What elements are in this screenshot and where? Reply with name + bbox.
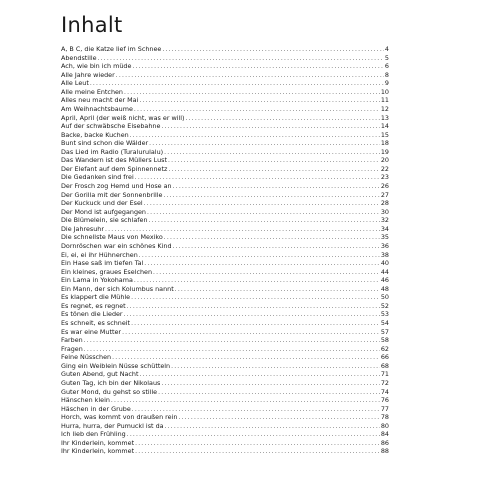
toc-entry-page-number: 54: [380, 319, 389, 327]
toc-entry-title: Alles neu macht der Mai: [61, 96, 139, 105]
toc-entry: [61, 165, 389, 174]
toc-entry-page-number: 5: [384, 53, 389, 62]
toc-entry: [61, 362, 389, 371]
dot-leader: [84, 337, 380, 345]
toc-entry-title: Am Weihnachtsbaume: [61, 104, 133, 113]
toc-entry-page-number: 23: [380, 173, 389, 182]
toc-entry: [61, 191, 389, 200]
toc-entry: [61, 430, 389, 439]
toc-entry-title: Es klappert die Mühle: [61, 293, 131, 302]
dot-leader: [186, 115, 380, 123]
toc-entry-page-number: 12: [380, 104, 389, 113]
toc-entry: [61, 62, 389, 71]
toc-entry-title: Die Gedanken sind frei: [61, 173, 134, 182]
toc-entry-title: Backe, backe Kuchen: [61, 130, 129, 139]
dot-leader: [171, 363, 380, 371]
dot-leader: [132, 63, 384, 71]
toc-entry-page-number: 50: [380, 293, 389, 302]
dot-leader: [134, 277, 380, 285]
toc-entry-page-number: 18: [380, 139, 389, 148]
dot-leader: [135, 174, 380, 182]
toc-entry: [61, 353, 389, 362]
toc-entry-page-number: 4: [384, 45, 389, 53]
toc-entry: [61, 148, 389, 157]
dot-leader: [132, 406, 380, 414]
dot-leader: [168, 166, 380, 174]
dot-leader: [98, 55, 384, 63]
dot-leader: [139, 252, 380, 260]
dot-leader: [165, 423, 380, 431]
dot-leader: [127, 431, 380, 439]
toc-entry: [61, 345, 389, 354]
toc-entry-title: Ihr Kinderlein, kommet: [61, 438, 135, 447]
page-title: Inhalt: [61, 13, 123, 37]
dot-leader: [163, 192, 379, 200]
dot-leader: [135, 448, 380, 456]
toc-entry-title: Hurra, hurra, der Pumuckl ist da: [61, 421, 164, 430]
toc-entry-page-number: 35: [380, 233, 389, 242]
toc-entry: [61, 251, 389, 260]
toc-entry-title: Der Elefant auf dem Spinnennetz: [61, 164, 168, 173]
toc-entry: [61, 447, 389, 456]
toc-entry-title: Die schnellste Maus von Mexiko: [61, 233, 163, 242]
dot-leader: [134, 106, 380, 114]
toc-entry: [61, 225, 389, 234]
dot-leader: [116, 72, 384, 80]
toc-entry-page-number: 76: [380, 396, 389, 405]
dot-leader: [164, 149, 380, 157]
dot-leader: [122, 329, 380, 337]
dot-leader: [178, 414, 379, 422]
dot-leader: [124, 311, 380, 319]
dot-leader: [162, 46, 384, 54]
toc-entry: [61, 105, 389, 114]
toc-entry-page-number: 86: [380, 438, 389, 447]
toc-entry-title: Alle Jahre wieder: [61, 70, 115, 79]
toc-entry-title: Auf der schwäbsche Eisebahne: [61, 122, 161, 131]
toc-entry: [61, 388, 389, 397]
toc-entry-title: Ei, ei, ei ihr Hühnerchen: [61, 250, 138, 259]
toc-entry-page-number: 84: [380, 430, 389, 439]
toc-entry-page-number: 74: [380, 387, 389, 396]
dot-leader: [158, 389, 380, 397]
toc-entry-title: Horch, was kommt von draußen rein: [61, 413, 178, 422]
toc-entry-title: Abendstille: [61, 53, 97, 62]
toc-entry-page-number: 20: [380, 156, 389, 165]
toc-entry: [61, 216, 389, 225]
toc-entry-page-number: 34: [380, 224, 389, 233]
toc-entry-page-number: 78: [380, 413, 389, 422]
toc-entry: [61, 122, 389, 131]
toc-entry-title: Alle meine Entchen: [61, 87, 123, 96]
toc-entry-title: Häschen in der Grube: [61, 404, 131, 413]
toc-entry: [61, 405, 389, 414]
toc-entry: [61, 242, 389, 251]
dot-leader: [139, 371, 379, 379]
toc-entry-page-number: 11: [380, 96, 389, 105]
toc-entry-title: Ein Hase saß im tiefen Tal: [61, 259, 144, 268]
toc-entry-page-number: 88: [380, 447, 389, 456]
toc-entry-page-number: 15: [380, 130, 389, 139]
toc-entry-page-number: 10: [380, 87, 389, 96]
toc-entry-page-number: 44: [380, 267, 389, 276]
toc-entry: [61, 139, 389, 148]
toc-entry-title: Es regnet, es regnet: [61, 301, 126, 310]
dot-leader: [173, 183, 380, 191]
toc-entry: [61, 379, 389, 388]
toc-entry: [61, 336, 389, 345]
dot-leader: [147, 209, 380, 217]
toc-entry: [61, 293, 389, 302]
toc-entry-page-number: 48: [380, 284, 389, 293]
toc-entry-title: Ein kleines, graues Eselchen: [61, 267, 153, 276]
toc-entry: [61, 131, 389, 140]
dot-leader: [149, 217, 380, 225]
toc-entry: [61, 88, 389, 97]
dot-leader: [161, 123, 379, 131]
dot-leader: [131, 294, 380, 302]
dot-leader: [173, 243, 380, 251]
dot-leader: [175, 286, 380, 294]
toc-entry-page-number: 68: [380, 361, 389, 370]
toc-entry: [61, 71, 389, 80]
dot-leader: [164, 234, 380, 242]
toc-entry-page-number: 26: [380, 182, 389, 190]
toc-entry-page-number: 14: [380, 122, 389, 131]
toc-entry-title: Ich lieb den Frühling: [61, 430, 126, 439]
dot-leader: [139, 97, 379, 105]
dot-leader: [90, 80, 384, 88]
toc-entry: [61, 328, 389, 337]
toc-entry-title: A, B C, die Katze lief im Schnee: [61, 45, 162, 53]
toc-entry: [61, 276, 389, 285]
dot-leader: [149, 140, 380, 148]
toc-entry-title: Farben: [61, 336, 83, 345]
dot-leader: [144, 200, 380, 208]
toc-entry-page-number: 57: [380, 327, 389, 336]
toc-entry-title: Feine Nüsschen: [61, 353, 112, 362]
dot-leader: [124, 89, 380, 97]
toc-entry: [61, 79, 389, 88]
toc-entry-title: Es war eine Mutter: [61, 327, 122, 336]
toc-entry: [61, 396, 389, 405]
dot-leader: [112, 354, 380, 362]
toc-entry: [61, 310, 389, 319]
toc-entry: [61, 268, 389, 277]
toc-entry-page-number: 58: [380, 336, 389, 345]
dot-leader: [111, 397, 380, 405]
toc-entry-title: Ein Mann, der sich Kolumbus nannt: [61, 284, 174, 293]
dot-leader: [84, 346, 380, 354]
toc-entry-title: Ein Lama in Yokohama: [61, 276, 133, 285]
toc-entry-title: Guter Mond, du gehst so stille: [61, 387, 158, 396]
toc-entry-title: Der Mond ist aufgegangen: [61, 207, 146, 216]
dot-leader: [105, 226, 380, 234]
toc-entry: [61, 45, 389, 54]
dot-leader: [130, 132, 380, 140]
toc-entry: [61, 54, 389, 63]
toc-entry-title: Es tönen die Lieder: [61, 310, 123, 319]
toc-entry-title: Die Jahresuhr: [61, 224, 104, 233]
toc-entry-title: Das Lied im Radio (Turalurulalu): [61, 147, 164, 156]
toc-entry-title: Bunt sind schon die Wälder: [61, 139, 149, 148]
toc-entry-page-number: 46: [380, 276, 389, 285]
toc-entry: [61, 208, 389, 217]
toc-entry-page-number: 13: [380, 113, 389, 122]
toc-entry-title: Guten Abend, gut Nacht: [61, 370, 139, 379]
toc-entry: [61, 285, 389, 294]
toc-entry: [61, 156, 389, 165]
toc-entry: [61, 114, 389, 123]
toc-entry-title: Der Frosch zog Hemd und Hose an: [61, 182, 172, 190]
toc-entry-page-number: 40: [380, 259, 389, 268]
dot-leader: [161, 380, 380, 388]
toc-entry-page-number: 38: [380, 250, 389, 259]
toc-entry-page-number: 8: [384, 70, 389, 79]
toc-entry: [61, 259, 389, 268]
dot-leader: [135, 440, 380, 448]
toc-entry-page-number: 72: [380, 378, 389, 387]
dot-leader: [153, 269, 380, 277]
toc-entry: [61, 233, 389, 242]
dot-leader: [168, 157, 380, 165]
toc-entry: [61, 422, 389, 431]
toc-entry-page-number: 28: [380, 199, 389, 208]
toc-entry-title: Der Kuckuck und der Esel: [61, 199, 143, 208]
toc-entry-title: Ach, wie bin ich müde: [61, 62, 132, 71]
toc-entry-title: Guten Tag, ich bin der Nikolaus: [61, 378, 161, 387]
toc-entry-page-number: 62: [380, 344, 389, 353]
dot-leader: [131, 320, 380, 328]
toc-entry: [61, 199, 389, 208]
table-of-contents: [61, 45, 389, 456]
toc-entry-title: Das Wandern ist des Müllers Lust: [61, 156, 168, 165]
toc-entry-page-number: 36: [380, 241, 389, 250]
toc-entry-page-number: 27: [380, 190, 389, 199]
toc-entry: [61, 96, 389, 105]
toc-entry: [61, 370, 389, 379]
toc-entry-title: Hänschen klein: [61, 396, 110, 405]
dot-leader: [144, 260, 380, 268]
toc-entry: [61, 439, 389, 448]
toc-entry-page-number: 53: [380, 310, 389, 319]
toc-entry-title: Ihr Kinderlein, kommet: [61, 447, 135, 456]
toc-entry-title: Alle Leut: [61, 79, 89, 88]
toc-entry-title: April, April (der weiß nicht, was er will): [61, 113, 185, 122]
toc-entry-title: Der Gorilla mit der Sonnenbrille: [61, 190, 163, 199]
dot-leader: [127, 303, 380, 311]
toc-entry: [61, 173, 389, 182]
toc-entry: [61, 413, 389, 422]
toc-entry-title: Die Blümelein, sie schlafen: [61, 216, 148, 225]
toc-entry-page-number: 77: [380, 404, 389, 413]
toc-entry-page-number: 71: [380, 370, 389, 379]
toc-entry-page-number: 22: [380, 164, 389, 173]
toc-entry: [61, 182, 389, 191]
toc-entry-title: Ging ein Weiblein Nüsse schütteln: [61, 361, 171, 370]
toc-entry-page-number: 9: [384, 79, 389, 88]
toc-entry-page-number: 30: [380, 207, 389, 216]
toc-entry-title: Dornröschen war ein schönes Kind: [61, 241, 172, 250]
toc-entry-page-number: 32: [380, 216, 389, 225]
toc-entry: [61, 302, 389, 311]
toc-entry-page-number: 6: [384, 62, 389, 71]
toc-entry-page-number: 52: [380, 301, 389, 310]
toc-entry-page-number: 19: [380, 147, 389, 156]
toc-entry: [61, 319, 389, 328]
toc-entry-page-number: 80: [380, 421, 389, 430]
toc-entry-title: Es schneit, es schneit: [61, 319, 131, 327]
toc-entry-page-number: 66: [380, 353, 389, 362]
toc-entry-title: Fragen: [61, 344, 83, 353]
